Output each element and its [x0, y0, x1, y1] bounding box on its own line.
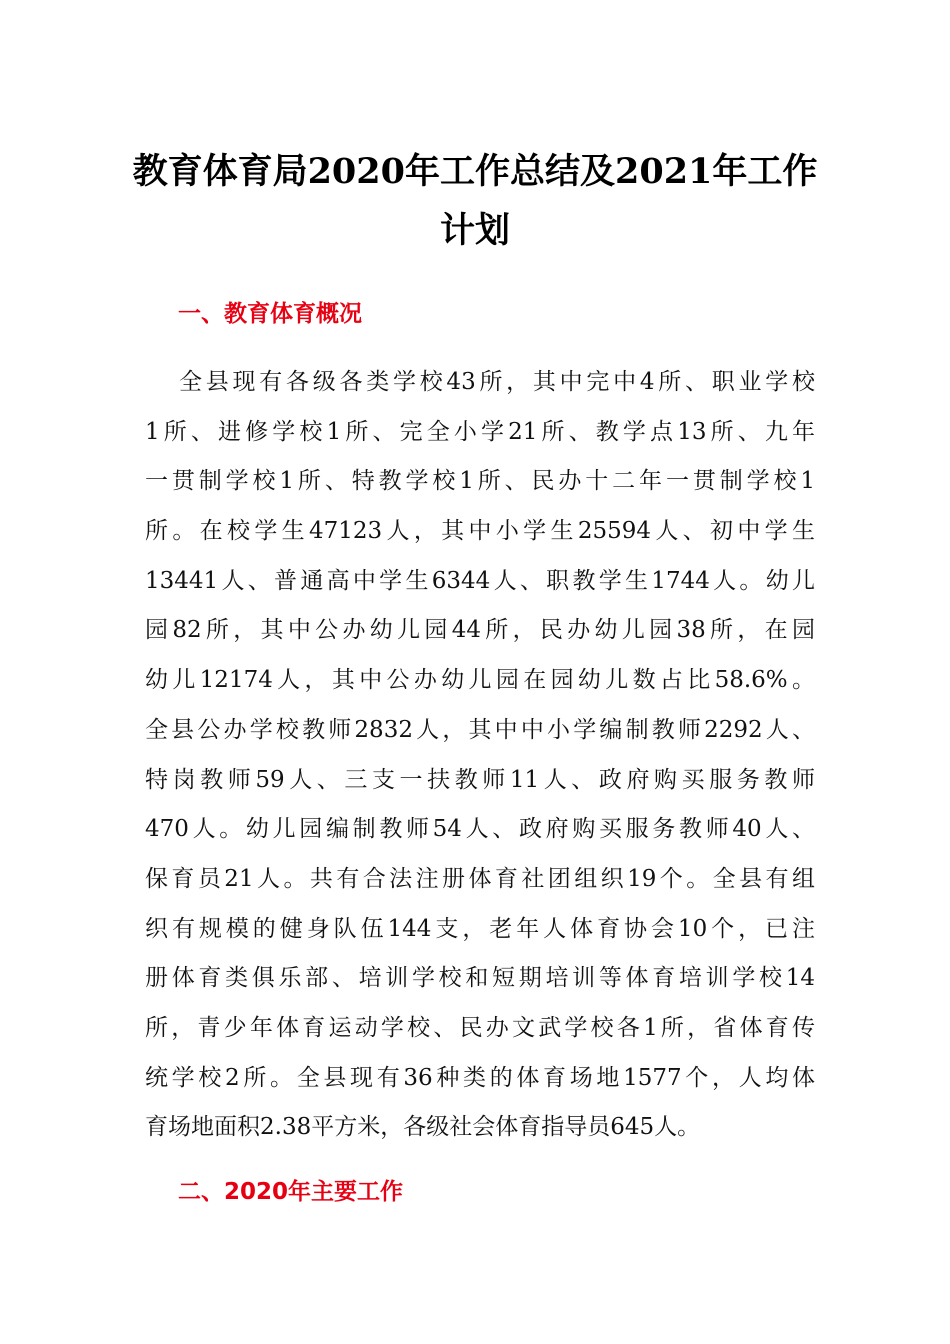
- paragraph-line: 育场地面积2.38平方米，各级社会体育指导员645人。: [145, 1114, 701, 1141]
- paragraph-line: 保育员21人。共有合法注册体育社团组织19个。全县有组: [145, 865, 815, 892]
- paragraph-line: 册体育类俱乐部、培训学校和短期培训等体育培训学校14: [145, 965, 815, 992]
- paragraph-line: 所。在校学生47123人，其中小学生25594人、初中学生: [145, 518, 815, 545]
- section-heading-overview: 一、教育体育概况: [178, 301, 362, 327]
- paragraph-line: 全县现有各级各类学校43所，其中完中4所、职业学校: [179, 369, 815, 395]
- paragraph-line: 特岗教师59人、三支一扶教师11人、政府购买服务教师: [145, 766, 815, 793]
- paragraph-line: 统学校2所。全县现有36种类的体育场地1577个，人均体: [145, 1064, 815, 1091]
- paragraph-line: 1所、进修学校1所、完全小学21所、教学点13所、九年: [145, 418, 815, 445]
- document-title-line-2: 计划: [439, 210, 510, 251]
- paragraph-line: 470人。幼儿园编制教师54人、政府购买服务教师40人、: [145, 816, 815, 843]
- paragraph-line: 13441人、普通高中学生6344人、职教学生1744人。幼儿: [145, 567, 815, 594]
- paragraph-line: 幼儿12174人，其中公办幼儿园在园幼儿数占比58.6%。: [145, 667, 815, 694]
- paragraph-line: 所，青少年体育运动学校、民办文武学校各1所，省体育传: [145, 1014, 815, 1041]
- paragraph-line: 一贯制学校1所、特教学校1所、民办十二年一贯制学校1: [145, 468, 815, 495]
- paragraph-line: 园82所，其中公办幼儿园44所，民办幼儿园38所，在园: [145, 617, 815, 644]
- paragraph-line: 全县公办学校教师2832人，其中中小学编制教师2292人、: [145, 716, 815, 743]
- overview-paragraph: [145, 358, 815, 1153]
- paragraph-line: 织有规模的健身队伍144支，老年人体育协会10个，已注: [145, 915, 815, 942]
- document-title-line-1: 教育体育局2020年工作总结及2021年工作: [132, 151, 818, 192]
- section-heading-2020-work: 二、2020年主要工作: [178, 1179, 404, 1205]
